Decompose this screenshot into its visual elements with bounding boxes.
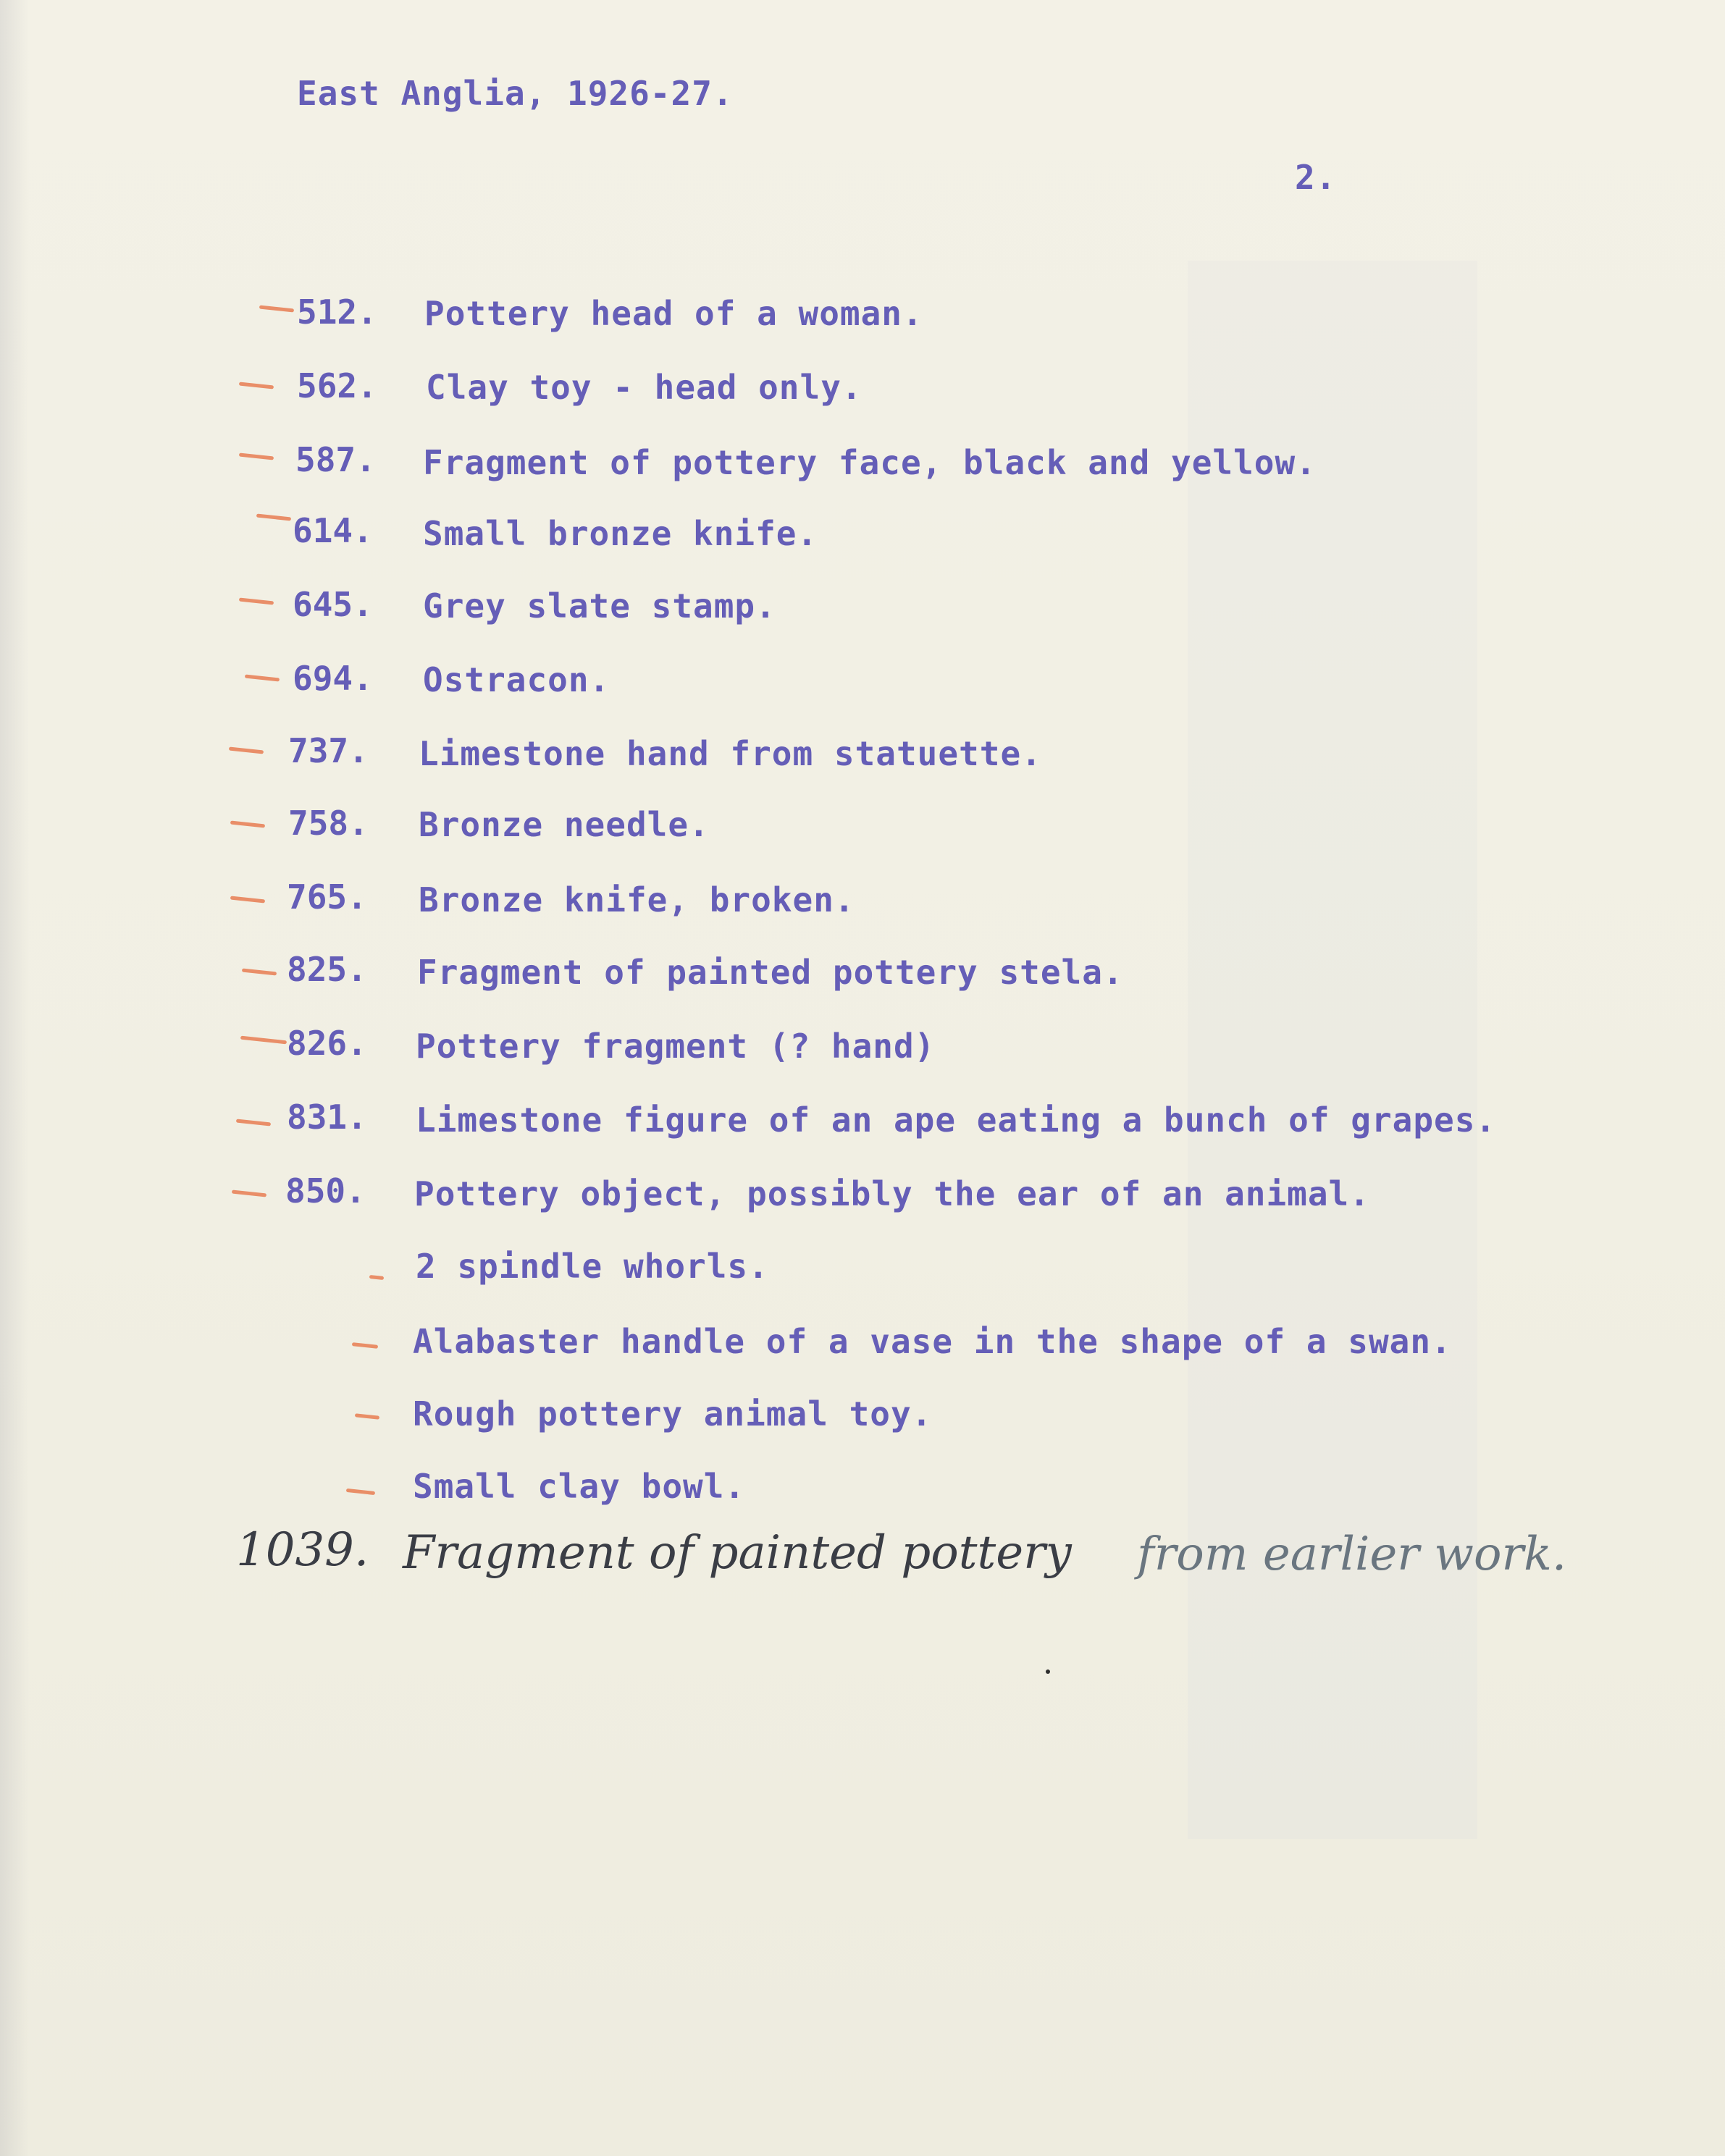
check-mark (240, 1036, 287, 1045)
item-description: Clay toy - head only. (426, 368, 862, 407)
check-mark (239, 598, 274, 605)
item-description: Fragment of painted pottery stela. (417, 953, 1124, 992)
item-description: Bronze knife, broken. (419, 880, 855, 919)
check-mark (259, 306, 294, 313)
page-number: 2. (1295, 158, 1337, 197)
item-number: 512. (297, 292, 377, 332)
check-mark (256, 514, 291, 521)
item-number: 614. (293, 511, 373, 550)
handwritten-number: 1039. (236, 1523, 369, 1577)
check-mark (230, 896, 265, 904)
check-mark (236, 1119, 271, 1127)
item-description: 2 spindle whorls. (416, 1247, 769, 1286)
item-description: Small bronze knife. (423, 514, 818, 553)
check-mark (355, 1413, 379, 1420)
check-mark (352, 1342, 378, 1349)
check-mark (346, 1488, 375, 1495)
item-number: 826. (287, 1024, 367, 1063)
item-number: 825. (287, 950, 367, 989)
item-description: Grey slate stamp. (423, 586, 776, 626)
ink-speck (1046, 1669, 1050, 1674)
item-description: Limestone hand from statuette. (419, 734, 1042, 773)
item-description: Pottery head of a woman. (424, 294, 923, 333)
item-number: 562. (297, 366, 377, 405)
item-description: Small clay bowl. (413, 1467, 746, 1506)
item-number: 850. (285, 1171, 366, 1210)
item-description: Pottery fragment (? hand) (416, 1027, 936, 1066)
item-description: Rough pottery animal toy. (413, 1394, 933, 1433)
item-number: 831. (287, 1098, 367, 1137)
item-description: Bronze needle. (419, 805, 710, 844)
item-description: Limestone figure of an ape eating a bunch of grapes. (416, 1100, 1497, 1140)
item-number: 737. (288, 731, 369, 770)
item-description: Ostracon. (423, 660, 610, 699)
check-mark (245, 675, 280, 682)
check-mark (239, 453, 274, 460)
check-mark (230, 821, 265, 828)
item-description: Alabaster handle of a vase in the shape of a swan. (413, 1322, 1452, 1361)
check-mark (229, 747, 264, 754)
show-through-bleed (1188, 261, 1477, 1839)
page-edge-shadow (0, 0, 29, 2156)
item-number: 765. (287, 877, 367, 917)
check-mark (242, 969, 277, 976)
handwritten-text: Fragment of painted pottery (403, 1526, 1072, 1580)
check-mark (369, 1275, 384, 1280)
item-number: 587. (295, 440, 376, 479)
item-number: 694. (293, 659, 373, 698)
item-number: 758. (288, 804, 369, 843)
check-mark (239, 382, 274, 389)
handwritten-text-pale: from earlier work. (1137, 1528, 1567, 1581)
item-description: Pottery object, possibly the ear of an animal. (414, 1174, 1370, 1213)
document-title: East Anglia, 1926-27. (297, 74, 734, 113)
item-number: 645. (293, 585, 373, 624)
item-description: Fragment of pottery face, black and yellow. (423, 443, 1317, 482)
check-mark (232, 1190, 266, 1197)
